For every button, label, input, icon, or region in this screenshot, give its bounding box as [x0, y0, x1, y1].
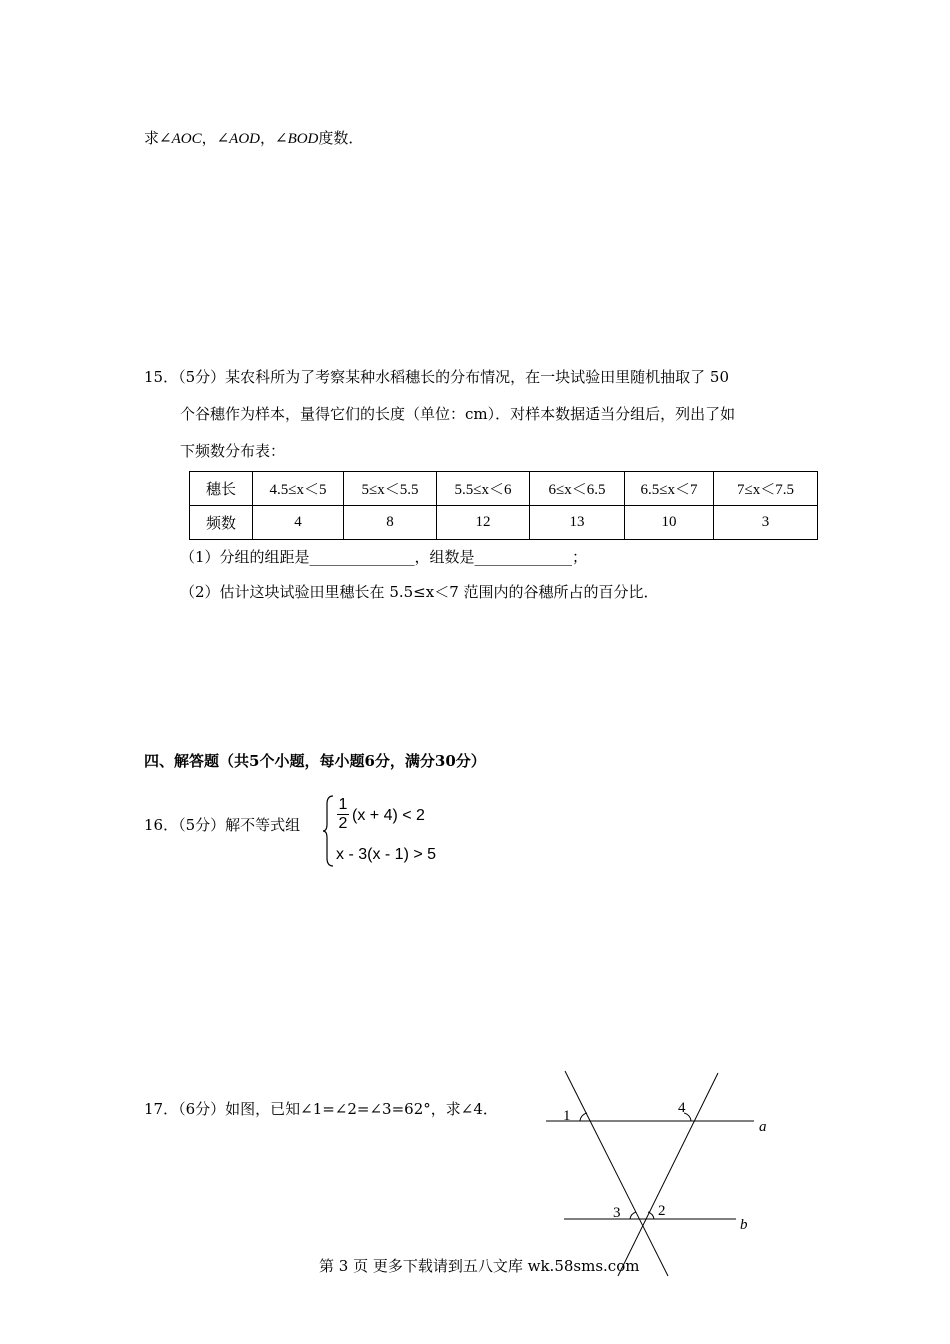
angle-1-arc — [580, 1113, 587, 1121]
count-cell: 8 — [344, 506, 437, 540]
count-cell: 4 — [253, 506, 344, 540]
q15-line3: 下频数分布表： — [180, 442, 286, 460]
row-label-length: 穗长 — [190, 472, 253, 506]
q15-line2: 个谷穗作为样本，量得它们的长度（单位：cm）．对样本数据适当分组后，列出了如 — [180, 405, 736, 423]
range-cell: 6≤x＜6.5 — [530, 472, 625, 506]
angle-aoc: AOC — [171, 131, 202, 147]
angle-bod: BOD — [287, 131, 319, 147]
range-cell: 5≤x＜5.5 — [344, 472, 437, 506]
line-label-a: a — [759, 1119, 767, 1135]
frequency-table — [189, 471, 818, 540]
q14-sep2: ，∠ — [259, 129, 288, 147]
inequality-1: (x + 4) < 2 — [352, 807, 425, 824]
angle-3-arc — [630, 1212, 636, 1219]
count-cell: 3 — [714, 506, 818, 540]
fraction — [336, 796, 350, 833]
count-cell: 10 — [625, 506, 714, 540]
q14-tail — [144, 127, 363, 148]
count-cell: 13 — [530, 506, 625, 540]
q16-prefix: 16．（5分）解不等式组 — [144, 816, 301, 834]
row-label-frequency: 频数 — [190, 506, 253, 540]
transversal-2 — [618, 1073, 718, 1276]
angle-label-3: 3 — [613, 1205, 621, 1221]
count-cell: 12 — [437, 506, 530, 540]
page-footer: 第 3 页 更多下载请到五八文库 wk.58sms.com — [319, 1257, 640, 1275]
range-cell: 5.5≤x＜6 — [437, 472, 530, 506]
fraction-numerator: 1 — [338, 796, 348, 813]
line-label-b: b — [740, 1217, 748, 1233]
q17-text: 17．（6分）如图，已知∠1=∠2=∠3=62°，求∠4． — [144, 1100, 498, 1118]
inequality-2: x - 3(x - 1) > 5 — [336, 846, 437, 863]
q14-prefix: 求∠ — [144, 129, 172, 147]
q14-suffix: 度数． — [318, 129, 364, 147]
q14-sep1: ，∠ — [201, 129, 230, 147]
range-cell: 6.5≤x＜7 — [625, 472, 714, 506]
angle-aod: AOD — [229, 131, 260, 147]
table-row — [190, 506, 818, 540]
section-heading: 四、解答题（共5个小题，每小题6分，满分30分） — [144, 752, 486, 770]
q15-sub1: （1）分组的组距是______________，组数是_____________； — [180, 548, 588, 566]
fraction-denominator: 2 — [338, 815, 348, 832]
angle-label-4: 4 — [678, 1100, 686, 1116]
range-cell: 7≤x＜7.5 — [714, 472, 818, 506]
angle-label-1: 1 — [563, 1108, 571, 1124]
q15-line1: 15．（5分）某农科所为了考察某种水稻穗长的分布情况，在一块试验田里随机抽取了 50 — [144, 368, 729, 386]
system-brace — [322, 794, 336, 868]
angle-label-2: 2 — [658, 1203, 666, 1219]
q15-sub2: （2）估计这块试验田里穗长在 5.5≤x＜7 范围内的谷穗所占的百分比． — [180, 583, 659, 601]
transversal-1 — [565, 1071, 668, 1276]
table-row — [190, 472, 818, 506]
range-cell: 4.5≤x＜5 — [253, 472, 344, 506]
